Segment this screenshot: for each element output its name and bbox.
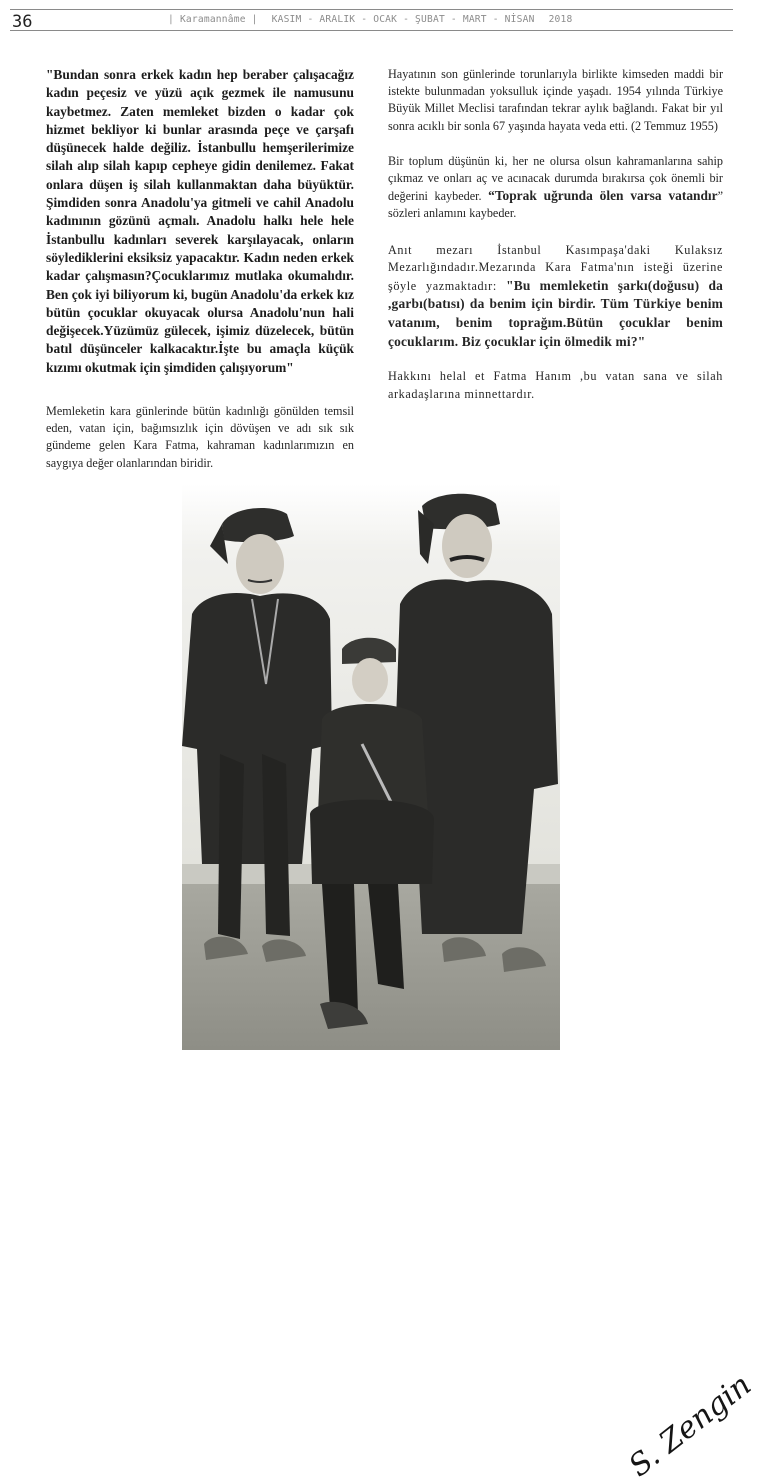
gravestone-inscription: "Bu memleketin şarkı(doğusu) da ,garbı(batısı) da benim için birdir. Tüm Türkiye benim vatanım, benim toprağım.Bütün çocuklar benim çocuklarım. Biz çocuklar için ölmedik mi?" [388, 277, 723, 349]
right-column [388, 66, 723, 403]
header-rule-bottom [10, 30, 733, 31]
paragraph-2-bold-quote: “Toprak uğrunda ölen varsa vatandır [488, 188, 718, 204]
running-header [168, 14, 572, 25]
right-paragraph-4: Hakkını helal et Fatma Hanım ,bu vatan sana ve silah arkadaşlarına minnettardır. [388, 369, 723, 401]
page-number: 36 [12, 12, 33, 32]
photo-illustration [182, 484, 560, 1050]
issue-months: KASIM - ARALIK - OCAK - ŞUBAT - MART - NİSAN [271, 14, 535, 25]
kara-fatma-quote: "Bundan sonra erkek kadın hep beraber çalışacağız kadın peçesiz ve yüzü açık gezmek ile namusunu kaybetmez. Zaten memleket bizden o kadar çok hizmet bekliyor ki bunlar arasında peçe ve çarşafı düşünecek halde değiliz. İstanbullu hemşerilerimize silah alıp silah kapıp cepheye gidin denilemez. Fakat onlara düşen iş silah kullanmaktan daha büyüktür. Şimdiden sonra Anadolu'ya gitmeli ve cahil Anadolu kadınının gözünü açmalı. Anadolu halkı hele hele İstanbullu kadınları severek karşılayacak, onların söylediklerini eksiksiz yapacaktır. Kadın neden erkek kadar çalışmasın?Çocuklarımız mutlaka okumalıdır. Ben çok iyi biliyorum ki, bugün Anadolu'da erkek kız bütün çocuklar okuyacak olursa Anadolu'nun hali değişecek.Yüzümüz gülecek, işimiz düzelecek, bütün batıl düşünceler kalkacaktır.İşte bu amaçla küçük kızımı okutmak için şimdiden çalışıyorum" [46, 67, 354, 375]
issue-year: 2018 [548, 14, 573, 25]
photographer-signature: S. Zengin [622, 1367, 758, 1484]
header-rule-top [10, 9, 733, 10]
paragraph-3-text: Anıt mezarı İstanbul Kasımpaşa'daki Kulaksız Mezarlığındadır.Mezarında Kara Fatma'nın isteği üzerine şöyle yazmaktadır: [388, 242, 723, 293]
paragraph-2-end: ” sözleri anlamını kaybeder. [388, 189, 723, 221]
left-paragraph: Memleketin kara günlerinde bütün kadınlığı gönülden temsil eden, vatan için, bağımsızlık için dövüşen ve adı sık sık gündeme gelen Kara Fatma, kahraman kadınlarımızın en saygıya değer olanlarından biridir. [46, 404, 354, 470]
left-column [46, 66, 354, 472]
paragraph-2-text: Bir toplum düşünün ki, her ne olursa olsun kahramanlarına sahip çıkmaz ve onları aç ve acınacak durumda bırakırsa çok önemli bir değerini kaybeder. [388, 153, 723, 204]
right-paragraph-1: Hayatının son günlerinde torunlarıyla birlikte kimseden maddi bir istekte bulunmadan yoksulluk içinde yaşadı. 1954 yılında Türkiye Büyük Millet Meclisi tarafından tekrar aylık bağlandı. Fakat bir yıl sonra acıklı bir sonla 67 yaşında hayata veda etti. (2 Temmuz 1955) [388, 67, 723, 133]
magazine-name: | Karamannâme | [168, 14, 258, 25]
right-paragraph-2 [388, 153, 723, 223]
historical-photo [182, 484, 758, 1484]
right-paragraph-3 [388, 242, 723, 352]
